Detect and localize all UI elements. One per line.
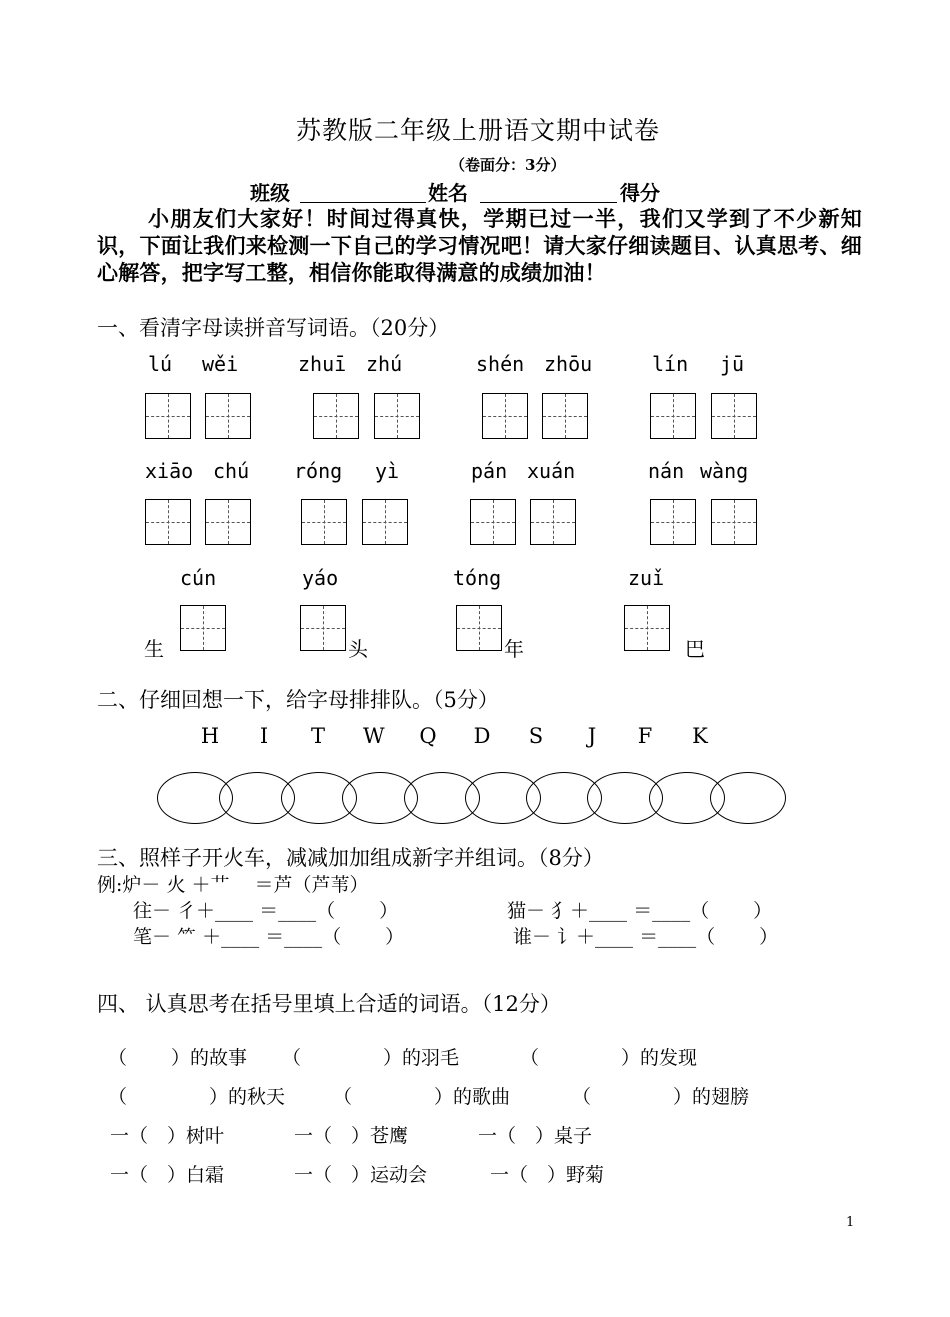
pinyin: yì — [375, 459, 400, 483]
pinyin: wěi — [202, 352, 239, 376]
letter: S — [528, 724, 544, 748]
tianzige-box[interactable] — [482, 393, 528, 439]
fill-item[interactable]: 一（ ）白霜 — [110, 1164, 225, 1186]
tianzige-box[interactable] — [301, 499, 347, 545]
class-label: 班级 — [250, 181, 290, 205]
tianzige-box[interactable] — [374, 393, 420, 439]
letter: W — [363, 724, 385, 748]
pinyin: pán — [471, 459, 508, 483]
section2-heading: 二、仔细回想一下，给字母排排队。（5分） — [97, 688, 499, 712]
score-note: （卷面分：3分） — [450, 156, 566, 174]
name-label: 姓名 — [428, 181, 468, 205]
section3-example: 例:炉－ 火 ＋艹 ＝芦（芦苇） — [97, 874, 369, 896]
pinyin: nán — [648, 459, 685, 483]
pinyin: lín — [652, 352, 689, 376]
tianzige-box[interactable] — [145, 499, 191, 545]
letter: D — [473, 724, 491, 748]
letter: Q — [419, 724, 437, 748]
letter: I — [259, 724, 269, 748]
word-char: 年 — [504, 637, 524, 661]
pinyin: shén — [476, 352, 525, 376]
tianzige-box[interactable] — [313, 393, 359, 439]
pinyin: zuǐ — [628, 566, 665, 590]
tianzige-box[interactable] — [624, 605, 670, 651]
fill-item[interactable]: （ ）的故事 — [108, 1047, 248, 1069]
page-title: 苏教版二年级上册语文期中试卷 — [296, 116, 661, 145]
tianzige-box[interactable] — [300, 605, 346, 651]
section3-item[interactable]: 谁－ 讠＋____ ＝____（ ） — [513, 926, 779, 948]
tianzige-box[interactable] — [530, 499, 576, 545]
word-char: 生 — [144, 637, 164, 661]
page-number: 1 — [846, 1215, 855, 1230]
section3-item[interactable]: 往－ 彳＋____ ＝____（ ） — [133, 900, 399, 922]
fill-item[interactable]: 一（ ）树叶 — [110, 1125, 225, 1147]
pinyin: xiāo — [145, 459, 194, 483]
fill-item[interactable]: （ ）的翅膀 — [572, 1086, 750, 1108]
tianzige-box[interactable] — [650, 499, 696, 545]
fill-item[interactable]: （ ）的秋天 — [108, 1086, 286, 1108]
tianzige-box[interactable] — [180, 605, 226, 651]
tianzige-box[interactable] — [205, 499, 251, 545]
tianzige-box[interactable] — [145, 393, 191, 439]
section3-item[interactable]: 笔－ ⺮ ＋____ ＝____（ ） — [133, 926, 405, 948]
tianzige-box[interactable] — [650, 393, 696, 439]
tianzige-box[interactable] — [205, 393, 251, 439]
answer-oval[interactable] — [710, 772, 786, 824]
section1-heading: 一、看清字母读拼音写词语。（20分） — [97, 316, 450, 340]
tianzige-box[interactable] — [470, 499, 516, 545]
fill-item[interactable]: 一（ ）苍鹰 — [294, 1125, 409, 1147]
letter: F — [637, 724, 653, 748]
pinyin: cún — [180, 566, 217, 590]
fill-item[interactable]: （ ）的歌曲 — [333, 1086, 511, 1108]
section3-item[interactable]: 猫－ 犭＋____ ＝____（ ） — [507, 900, 773, 922]
pinyin: zhú — [366, 352, 403, 376]
fill-item[interactable]: 一（ ）运动会 — [294, 1164, 428, 1186]
pinyin: chú — [213, 459, 250, 483]
word-char: 头 — [348, 637, 368, 661]
pinyin: lú — [148, 352, 173, 376]
section3-heading: 三、照样子开火车，减减加加组成新字并组词。（8分） — [97, 846, 604, 870]
pinyin: yáo — [302, 566, 339, 590]
score-label: 得分 — [620, 181, 660, 205]
letter: T — [310, 724, 325, 748]
fill-item[interactable]: （ ）的羽毛 — [282, 1047, 460, 1069]
fill-item[interactable]: 一（ ）桌子 — [478, 1125, 593, 1147]
letter: H — [200, 724, 220, 748]
class-blank[interactable] — [300, 202, 426, 203]
letter: K — [692, 724, 708, 748]
fill-item[interactable]: （ ）的发现 — [520, 1047, 698, 1069]
name-blank[interactable] — [480, 202, 617, 203]
tianzige-box[interactable] — [542, 393, 588, 439]
pinyin: wàng — [700, 459, 749, 483]
pinyin: róng — [294, 459, 343, 483]
section4-heading: 四、 认真思考在括号里填上合适的词语。（12分） — [97, 992, 561, 1016]
pinyin: zhōu — [544, 352, 593, 376]
tianzige-box[interactable] — [711, 393, 757, 439]
letter: J — [587, 724, 597, 748]
pinyin: tóng — [453, 566, 502, 590]
word-char: 巴 — [685, 637, 705, 661]
pinyin: jū — [720, 352, 745, 376]
tianzige-box[interactable] — [711, 499, 757, 545]
tianzige-box[interactable] — [362, 499, 408, 545]
fill-item[interactable]: 一（ ）野菊 — [490, 1164, 605, 1186]
intro-paragraph: 小朋友们大家好！时间过得真快，学期已过一半，我们又学到了不少新知识，下面让我们来检测一下自己的学习情况吧！请大家仔细读题目、认真思考、细心解答，把字写工整，相信你能取得满意的成绩加油！ — [97, 206, 862, 285]
pinyin: zhuī — [298, 352, 347, 376]
pinyin: xuán — [527, 459, 576, 483]
tianzige-box[interactable] — [456, 605, 502, 651]
